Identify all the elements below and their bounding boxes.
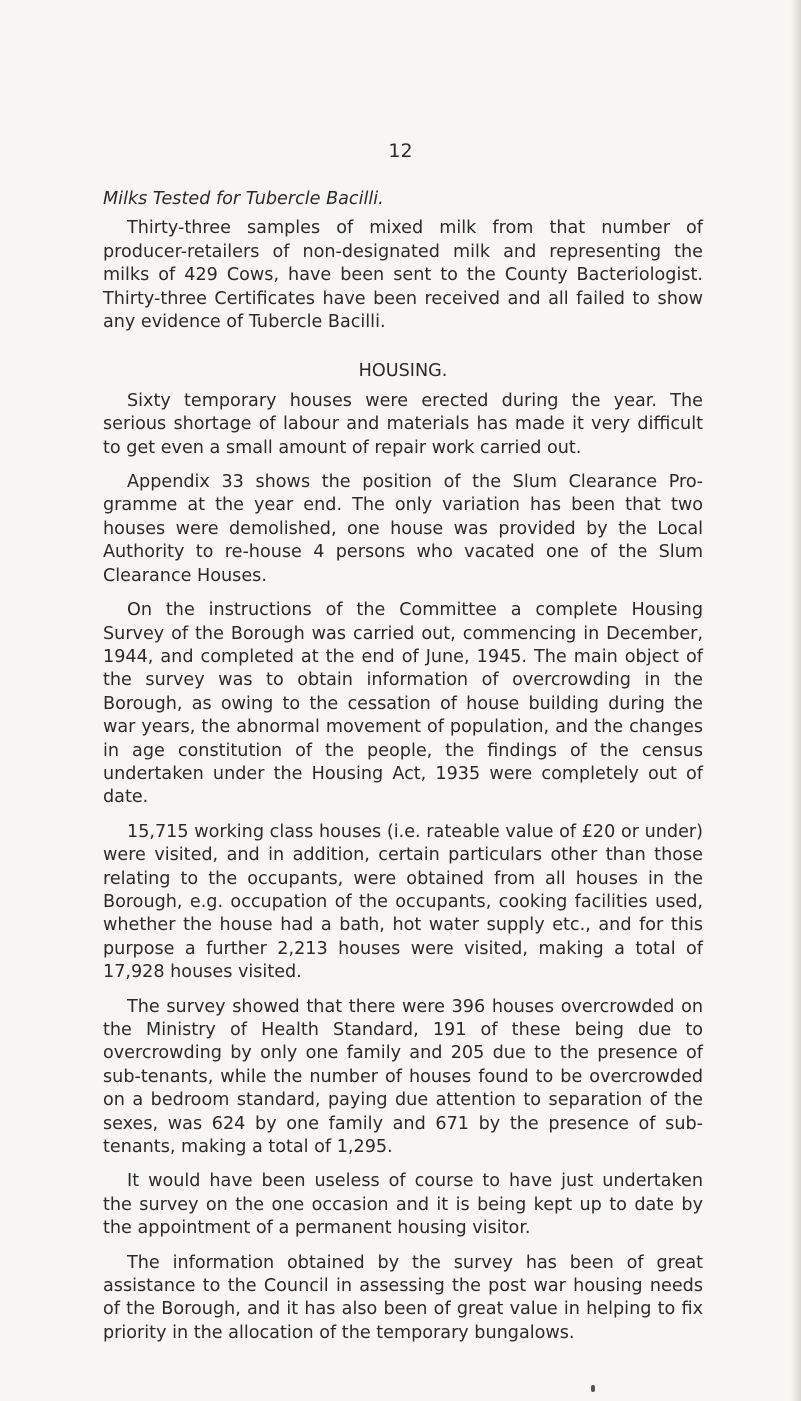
housing-paragraph-1: Sixty temporary houses were erected during the year. The serious shortage of labour and materials has made it very difficult to get even a small amount of repair work carried out. — [103, 390, 703, 458]
housing-paragraph-3: On the instructions of the Committee a complete Housing Survey of the Borough was carried out, commencing in December, 1944, and completed at the end of June, 1945. The main object of the survey was to obtain information of overcrowding in the Borough, as owing to the cessation of house building during the war years, the abnormal movement of population, and the changes in age constitution of the people, the findings of the census undertaken under the Housing Act, 1935 were completely out of date. — [103, 600, 703, 808]
ink-speck — [591, 1385, 595, 1392]
housing-paragraph-6: It would have been useless of course to have just undertaken the survey on the one occasion and it is being kept up to date by the appointment of a permanent housing visitor. — [103, 1171, 703, 1239]
page-number: 12 — [388, 140, 413, 162]
housing-paragraph-5: The survey showed that there were 396 houses overcrowded on the Ministry of Health Standard, 191 of these being due to overcrowding by only one family and 205 due to the presence of sub-tenants, while the number of houses found to be overcrowded on a bedroom standard, paying due attention to separation of the sexes, was 624 by one family and 671 by the presence of sub-tenants, making a total of 1,295. — [103, 996, 703, 1158]
milk-section-heading: Milks Tested for Tubercle Bacilli. — [103, 189, 384, 209]
housing-paragraph-7: The information obtained by the survey has been of great assistance to the Council in assessing the post war housing needs of the Borough, and it has also been of great value in helping to fix priority in the allocation of the temporary bungalows. — [103, 1252, 703, 1343]
page-edge-shadow — [791, 0, 801, 1401]
housing-paragraph-2: Appendix 33 shows the position of the Slum Clearance Programme at the year end. The only variation has been that two houses were demolished, one house was provided by the Local Authority to re-house 4 persons who vacated one of the Slum Clearance Houses. — [103, 472, 703, 586]
housing-paragraph-4: 15,715 working class houses (i.e. rateable value of £20 or under) were visited, and in addition, certain particulars other than those relating to the occupants, were obtained from all houses in the Borough, e.g. occupation of the occupants, cooking facilities used, whether the house had a bath, hot water supply etc., and for this purpose a further 2,213 houses were visited, making a total of 17,928 houses visited. — [103, 821, 703, 983]
page-content — [103, 188, 703, 1356]
housing-section-heading: HOUSING. — [358, 361, 448, 382]
milk-section-paragraph: Thirty-three samples of mixed milk from that number of producer-retailers of non-designated milk and representing the milks of 429 Cows, have been sent to the County Bacteriologist. Thirty-three Certificates have been received and all failed to show any evidence of Tubercle Bacilli. — [103, 218, 703, 333]
